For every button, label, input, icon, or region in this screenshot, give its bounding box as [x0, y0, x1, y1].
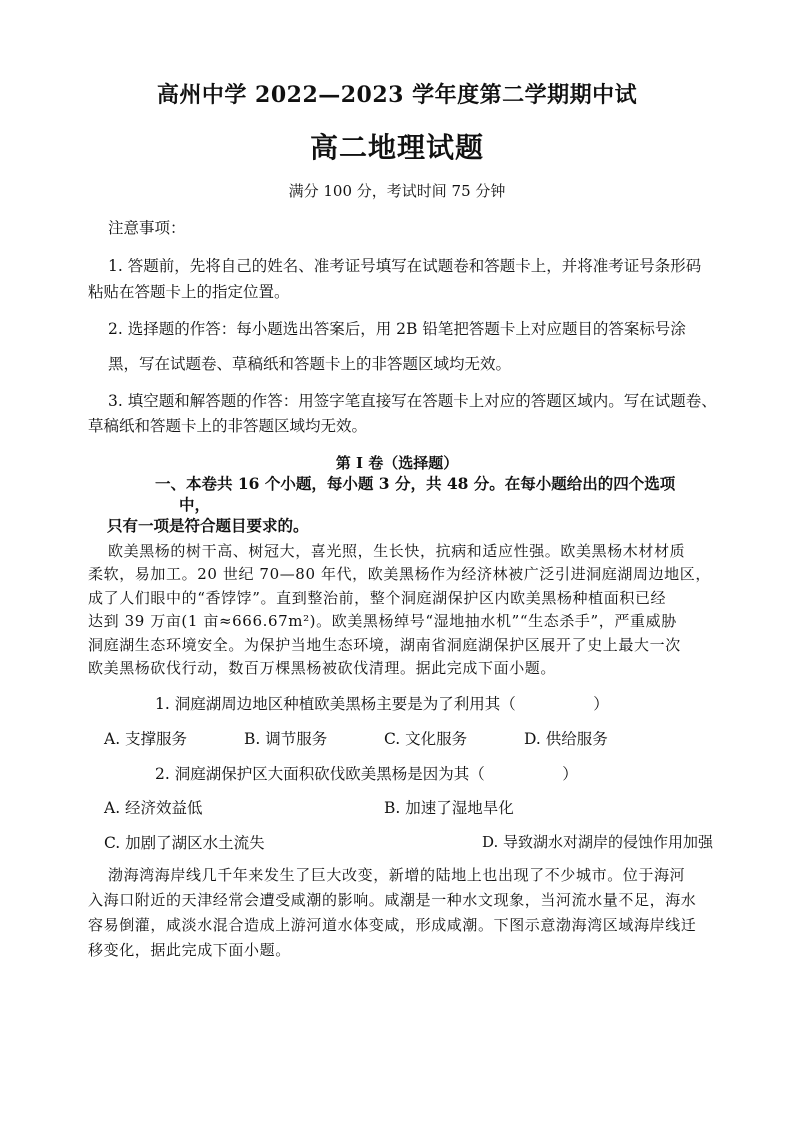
question-1-option-b: B. 调节服务	[244, 730, 328, 748]
section-instructions-line-3: 只有一项是符合题目要求的。	[107, 516, 309, 535]
passage-2-line-4: 移变化，据此完成下面小题。	[88, 941, 291, 959]
section-instructions-line-1: 一、本卷共 16 个小题，每小题 3 分，共 48 分。在每小题给出的四个选项	[155, 474, 676, 493]
question-1-stem: 1. 洞庭湖周边地区种植欧美黑杨主要是为了利用其（ ）	[155, 695, 609, 713]
question-1-option-c: C. 文化服务	[384, 730, 468, 748]
question-2-stem: 2. 洞庭湖保护区大面积砍伐欧美黑杨是因为其（ ）	[155, 765, 578, 783]
exam-title: 高二地理试题	[309, 131, 484, 164]
passage-1-line-6: 欧美黑杨砍伐行动，数百万棵黑杨被砍伐清理。据此完成下面小题。	[88, 659, 557, 677]
passage-1-line-3: 成了人们眼中的“香饽饽”。直到整治前，整个洞庭湖保护区内欧美黑杨种植面积已经	[88, 589, 667, 607]
passage-2-line-2: 入海口附近的天津经常会遭受咸潮的影响。咸潮是一种水文现象，当河流水量不足，海水	[88, 891, 697, 909]
passage-1-line-5: 洞庭湖生态环境安全。为保护当地生态环境，湖南省洞庭湖保护区展开了史上最大一次	[88, 636, 681, 654]
notice-item-2-line-1: 2. 选择题的作答：每小题选出答案后，用 2B 铅笔把答题卡上对应题目的答案标号涂	[108, 320, 686, 338]
section-instructions-line-2: 中，	[179, 495, 211, 514]
passage-1-line-2: 柔软，易加工。20 世纪 70—80 年代，欧美黑杨作为经济林被广泛引进洞庭湖周边地区，	[88, 565, 711, 583]
school-title: 高州中学 2022—2023 学年度第二学期期中试	[156, 82, 638, 108]
passage-1-line-1: 欧美黑杨的树干高、树冠大，喜光照，生长快，抗病和适应性强。欧美黑杨木材材质	[108, 542, 686, 560]
question-1-option-a: A. 支撑服务	[104, 730, 188, 748]
question-1-option-d: D. 供给服务	[524, 730, 608, 748]
passage-2-line-1: 渤海湾海岸线几千年来发生了巨大改变，新增的陆地上也出现了不少城市。位于海河	[108, 866, 686, 884]
exam-meta: 满分 100 分，考试时间 75 分钟	[288, 182, 506, 200]
notice-heading: 注意事项：	[108, 219, 186, 237]
notice-item-1-line-1: 1. 答题前，先将自己的姓名、准考证号填写在试题卷和答题卡上，并将准考证号条形码	[108, 257, 702, 275]
question-2-option-b: B. 加速了湿地旱化	[384, 799, 514, 817]
question-2-option-a: A. 经济效益低	[104, 799, 203, 817]
notice-item-3-line-1: 3. 填空题和解答题的作答：用签字笔直接写在答题卡上对应的答题区域内。写在试题卷、	[108, 392, 717, 410]
notice-item-3-line-2: 草稿纸和答题卡上的非答题区域均无效。	[88, 417, 368, 435]
question-2-option-d: D. 导致湖水对湖岸的侵蚀作用加强	[482, 833, 714, 851]
question-2-option-c: C. 加剧了湖区水土流失	[104, 834, 265, 852]
passage-2-line-3: 容易倒灌，咸淡水混合造成上游河道水体变咸，形成咸潮。下图示意渤海湾区域海岸线迁	[88, 916, 697, 934]
passage-1-line-4: 达到 39 万亩(1 亩≈666.67m²)。欧美黑杨绰号“湿地抽水机”“生态杀手”，严重威胁	[88, 612, 677, 630]
section-title: 第 I 卷（选择题）	[335, 454, 459, 472]
notice-item-2-line-2: 黑，写在试题卷、草稿纸和答题卡上的非答题区域均无效。	[108, 355, 512, 373]
notice-item-1-line-2: 粘贴在答题卡上的指定位置。	[88, 283, 290, 301]
